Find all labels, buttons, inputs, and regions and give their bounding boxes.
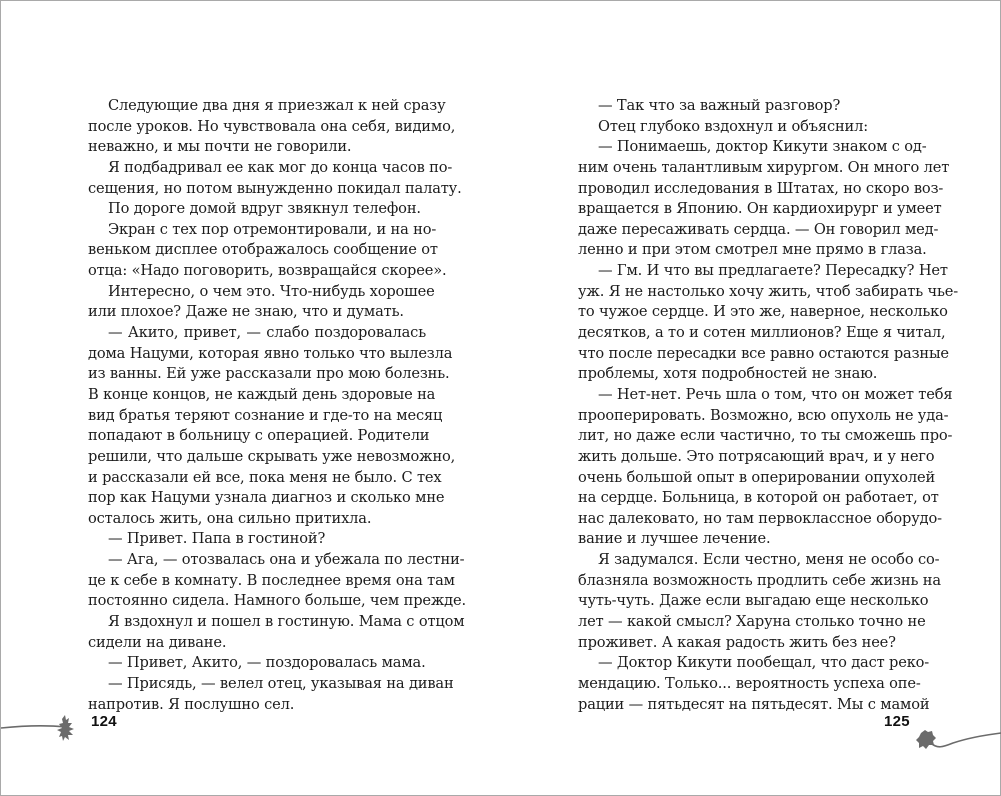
text-line: нас далековато, но там первоклассное оборудо- [578,509,942,527]
text-line: ленно и при этом смотрел мне прямо в глаза. [578,241,927,259]
page-number-right: 125 [884,713,910,730]
text-line: из ванны. Ей уже рассказали про мою болезнь. [88,365,450,383]
text-line: жить дольше. Это потрясающий врач, и у него [578,447,935,465]
text-line: мендацию. Только... вероятность успеха опе- [578,674,921,692]
text-line: напротив. Я послушно сел. [88,695,295,713]
text-line: постоянно сидела. Намного больше, чем прежде. [88,592,466,610]
text-line: очень большой опыт в оперировании опухолей [578,468,936,486]
text-line: лет — какой смысл? Харуна столько точно не [578,613,926,631]
text-line: осталось жить, она сильно притихла. [88,509,372,527]
text-line: — Понимаешь, доктор Кикути знаком с од- [598,138,927,156]
text-line: что после пересадки все равно остаются разные [578,344,949,362]
text-line: сидели на диване. [88,633,227,651]
text-line: блазняла возможность продлить себе жизнь на [578,571,941,589]
text-line: проблемы, хотя подробностей не знаю. [578,365,878,383]
text-line: проводил исследования в Штатах, но скоро воз- [578,179,944,197]
text-line: — Так что за важный разговор? [598,97,841,114]
text-line: после уроков. Но чувствовала она себя, видимо, [88,117,456,135]
text-line: рации — пятьдесят на пятьдесят. Мы с мамой [578,695,930,713]
text-line: Интересно, о чем это. Что-нибудь хорошее [108,282,435,300]
text-line: вание и лучшее лечение. [578,530,771,548]
text-line: уж. Я не настолько хочу жить, чтоб забирать чье- [578,282,959,300]
text-line: сещения, но потом вынужденно покидал палату. [88,179,462,197]
text-line: — Гм. И что вы предлагаете? Пересадку? Нет [598,262,948,280]
left-page [1,1,501,795]
text-line: неважно, и мы почти не говорили. [88,138,352,156]
text-line: даже пересаживать сердца. — Он говорил мед- [578,220,939,238]
text-line: — Привет. Папа в гостиной? [108,530,326,548]
leaf-sprig-icon [913,721,1001,766]
text-line: или плохое? Даже не знаю, что и думать. [88,303,404,321]
text-line: проживет. А какая радость жить без нее? [578,633,896,651]
text-line: Экран с тех пор отремонтировали, и на но- [108,220,437,238]
text-line: вращается в Японию. Он кардиохирург и умеет [578,200,942,218]
text-line: пор как Нацуми узнала диагноз и сколько мне [88,489,445,507]
text-line: Отец глубоко вздохнул и объяснил: [598,117,869,135]
text-line: По дороге домой вдруг звякнул телефон. [108,200,421,218]
text-line: В конце концов, не каждый день здоровые на [88,385,436,403]
text-line: — Привет, Акито, — поздоровалась мама. [108,654,426,672]
text-line: — Присядь, — велел отец, указывая на диван [108,674,454,692]
text-line: Я задумался. Если честно, меня не особо со- [598,551,940,569]
text-line: попадают в больницу с операцией. Родители [88,427,430,445]
text-line: чуть-чуть. Даже если выгадаю еще несколько [578,592,929,610]
page-number-left: 124 [91,713,117,730]
right-page [501,1,1000,795]
text-line: отца: «Надо поговорить, возвращайся скорее». [88,262,447,280]
text-line: решили, что дальше скрывать уже невозможно, [88,447,456,465]
text-line: вид братья теряют сознание и где-то на месяц [88,406,443,424]
text-line: — Доктор Кикути пообещал, что даст реко- [598,654,930,672]
text-line: на сердце. Больница, в которой он работает, от [578,489,939,507]
text-line: и рассказали ей все, пока меня не было. С тех [88,468,442,486]
leaf-sprig-icon [1,711,81,756]
text-line: — Акито, привет, — слабо поздоровалась [108,324,426,342]
text-line: Следующие два дня я приезжал к ней сразу [108,97,446,114]
text-line: лит, но даже если частично, то ты сможешь про- [578,427,953,445]
text-line: веньком дисплее отображалось сообщение от [88,241,438,259]
text-line: Я вздохнул и пошел в гостиную. Мама с отцом [108,613,465,631]
text-line: — Нет-нет. Речь шла о том, что он может тебя [598,385,953,403]
text-line: це к себе в комнату. В последнее время она там [88,571,455,589]
text-line: то чужое сердце. И это же, наверное, несколько [578,303,948,321]
text-line: десятков, а то и сотен миллионов? Еще я читал, [578,324,946,342]
text-line: ним очень талантливым хирургом. Он много лет [578,158,950,176]
text-line: — Ага, — отозвалась она и убежала по лестни- [108,551,465,569]
right-page-text [578,96,959,715]
text-line: прооперировать. Возможно, всю опухоль не уда- [578,406,949,424]
text-line: дома Нацуми, которая явно только что вылезла [88,344,453,362]
text-line: Я подбадривал ее как мог до конца часов по- [108,158,453,176]
left-page-text [88,96,466,715]
